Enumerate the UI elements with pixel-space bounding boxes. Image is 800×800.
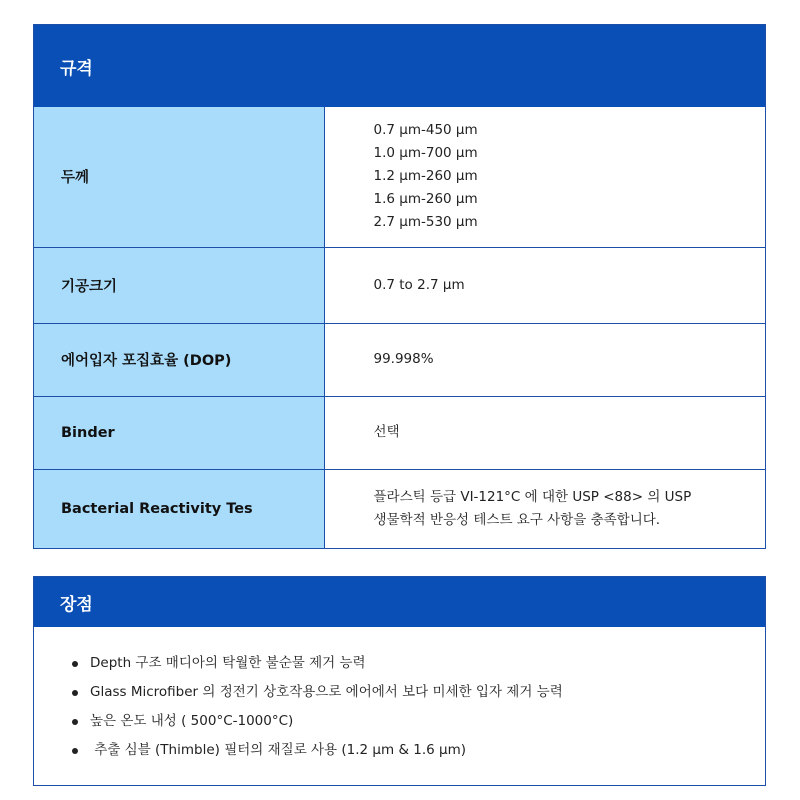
spec-value-line: 0.7 to 2.7 µm [373, 276, 465, 293]
spec-value-line: 플라스틱 등급 VI-121°C 에 대한 USP <88> 의 USP [373, 488, 692, 505]
advantages-header: 장점 [34, 577, 765, 627]
spec-row-dop [34, 323, 765, 396]
spec-value [324, 469, 765, 548]
spec-value-line: 생물학적 반응성 테스트 요구 사항을 충족합니다. [373, 511, 661, 528]
spec-value-line: 1.0 µm-700 µm [373, 145, 478, 162]
spec-table [34, 107, 765, 548]
spec-label: 두께 [34, 107, 324, 247]
spec-panel [33, 24, 766, 549]
bullet-icon [72, 719, 78, 725]
spec-value-line: 2.7 µm-530 µm [373, 214, 478, 231]
bullet-icon [72, 661, 78, 667]
bullet-icon [72, 690, 78, 696]
advantages-list [34, 627, 765, 765]
spec-row-pore-size [34, 247, 765, 323]
spec-value-line: 1.2 µm-260 µm [373, 168, 478, 185]
spec-row-bacterial [34, 469, 765, 548]
spec-label: 기공크기 [34, 247, 324, 323]
list-item-text: 추출 심블 (Thimble) 필터의 재질로 사용 (1.2 µm & 1.6 µm) [90, 742, 467, 758]
spec-label: Bacterial Reactivity Tes [34, 469, 324, 548]
list-item-text: 높은 온도 내성 ( 500°C-1000°C) [90, 713, 294, 729]
spec-value [324, 396, 765, 469]
spec-value-line: 1.6 µm-260 µm [373, 191, 478, 208]
bullet-icon [72, 748, 78, 754]
spec-value-line: 99.998% [373, 351, 434, 367]
list-item-text: Glass Microfiber 의 정전기 상호작용으로 에어에서 보다 미세한 입자 제거 능력 [90, 684, 563, 700]
spec-value [324, 323, 765, 396]
advantages-panel [33, 576, 766, 786]
list-item-text: Depth 구조 매디아의 탁월한 불순물 제거 능력 [90, 655, 366, 671]
spec-value-line: 선택 [373, 424, 400, 440]
spec-row-thickness [34, 107, 765, 247]
spec-label: 에어입자 포집효율 (DOP) [34, 323, 324, 396]
spec-label: Binder [34, 396, 324, 469]
spec-value-line: 0.7 µm-450 µm [373, 122, 478, 139]
list-item [72, 678, 765, 707]
spec-header: 규격 [34, 25, 765, 107]
spec-value [324, 247, 765, 323]
list-item [72, 707, 765, 736]
spec-value [324, 107, 765, 247]
list-item [72, 736, 765, 765]
list-item [72, 649, 765, 678]
spec-row-binder [34, 396, 765, 469]
